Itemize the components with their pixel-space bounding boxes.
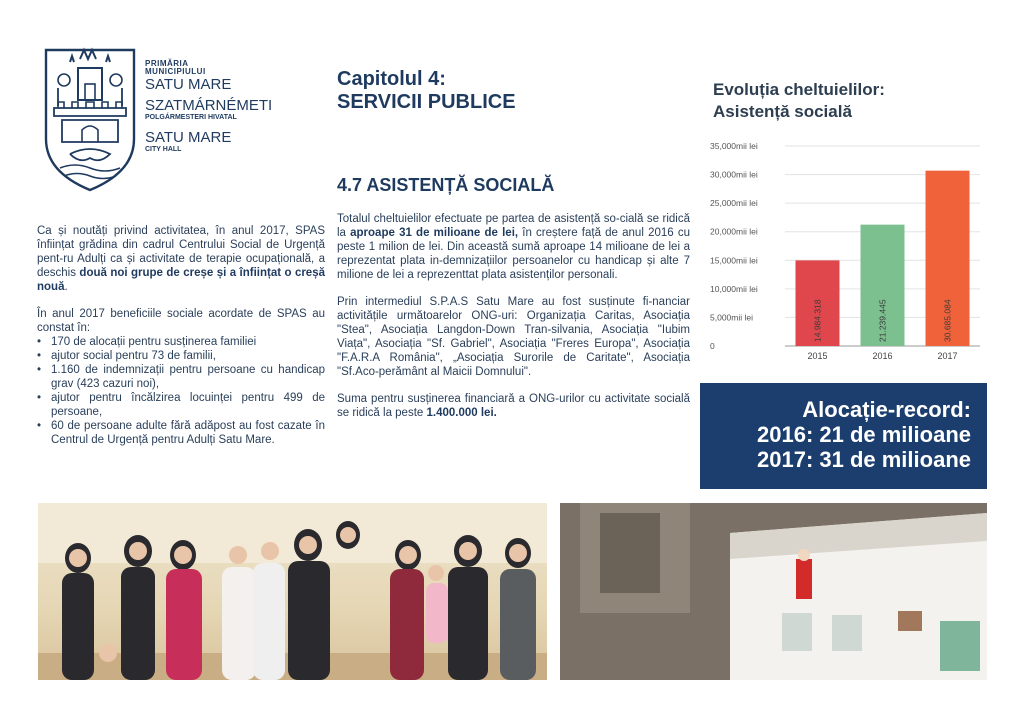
y-tick-label: 5,000mii lei: [710, 312, 753, 323]
logo-satu-mare: SATU MARE: [145, 76, 232, 93]
text-span: Ca și noutăți privind activitatea, în anul 2017, SPAS înființat grădina din cadrul Centrului Social de Urgență pent-ru Adulți ca și activitate de terapie ocupațională, a deschis: [37, 225, 325, 279]
logo-polgarmesteri: POLGÁRMESTERI HIVATAL: [145, 114, 237, 121]
bar-value-label: 21.239.445: [877, 299, 888, 342]
benefits-list: [37, 335, 325, 447]
y-tick-label: 35,000mii lei: [710, 141, 758, 151]
building-photo: [560, 503, 987, 680]
y-tick-label: 25,000mii lei: [710, 198, 758, 209]
record-allowance-box: [700, 383, 987, 489]
y-tick-label: 15,000mii lei: [710, 255, 758, 266]
list-item: • 170 de alocații pentru susținerea familiei: [37, 335, 325, 349]
paragraph-ngo-funding: [337, 392, 690, 420]
chapter-line-2: SERVICII PUBLICE: [337, 91, 516, 113]
logo-municipiului: MUNICIPIULUI: [145, 67, 206, 76]
list-item: • 60 de persoane adulte fără adăpost au fost cazate în Centrul de Urgență pentru Adulți Satu Mare.: [37, 419, 325, 447]
x-tick-label: 2017: [937, 351, 958, 361]
x-tick-label: 2015: [807, 351, 828, 361]
bar-value-label: 14.984.318: [812, 299, 823, 342]
y-tick-label: 10,000mii lei: [710, 283, 758, 294]
list-item: • ajutor pentru încălzirea locuinței pentru 499 de persoane,: [37, 391, 325, 419]
chart-title-line-2: Asistență socială: [713, 102, 852, 121]
highlight-text: aproape 31 de milioane de lei,: [350, 227, 519, 239]
chapter-title: [337, 68, 516, 114]
paragraph-new-activities: [37, 224, 325, 294]
highlight-text: 1.400.000 lei.: [426, 407, 497, 419]
logo-szatmarnemeti: SZATMÁRNÉMETI: [145, 97, 273, 114]
expenses-bar-chart: [700, 136, 990, 366]
record-line-2: 2016: 21 de milioane: [757, 422, 971, 447]
paragraph-total-costs: [337, 212, 690, 282]
logo-city-hall: CITY HALL: [145, 146, 182, 153]
highlight-text: două noi grupe de creșe și a înființat o creșă nouă: [37, 267, 325, 293]
paragraph-benefits-intro: În anul 2017 beneficiile sociale acordate de SPAS au constat în:: [37, 308, 325, 334]
text-span: Suma pentru susținerea financiară a ONG-urilor cu activitate socială se ridică la peste: [337, 393, 690, 419]
x-tick-label: 2016: [872, 351, 893, 361]
text-span: în creștere față de anul 2016 cu peste 1 milion de lei. Din această sumă aproape 14 milioane de lei a reprezentat plata in-demnizațiilor persoanelor cu handicap și alte 7 milione de lei a reprezenttat plata asistenților personali.: [337, 227, 690, 281]
text-span: Totalul cheltuielilor efectuate pe partea de asistență so-cială se ridică la: [337, 213, 690, 239]
list-item: • ajutor social pentru 73 de familii,: [37, 349, 325, 363]
chart-title-line-1: Evoluția cheltuielilor:: [713, 80, 885, 99]
text-column-1: [37, 224, 325, 447]
logo-primaria: PRIMĂRIA: [145, 59, 189, 68]
y-tick-label: 20,000mii lei: [710, 226, 758, 237]
list-item: • 1.160 de indemnizații pentru persoane cu handicap grav (423 cazuri noi),: [37, 363, 325, 391]
record-line-1: Alocație-record:: [802, 397, 971, 422]
chapter-line-1: Capitolul 4:: [337, 68, 446, 90]
chart-title: [713, 79, 885, 123]
bar-value-label: 30.685.084: [942, 299, 953, 342]
record-line-3: 2017: 31 de milioane: [757, 447, 971, 472]
logo-satu-mare-2: SATU MARE: [145, 129, 232, 146]
y-tick-label: 0: [710, 341, 715, 351]
group-photo: [38, 503, 547, 680]
paragraph-ngos: Prin intermediul S.P.A.S Satu Mare au fost susținute fi-nanciar activitățile următoarelor ONG-uri: Organizația Caritas, Asociația "Stea", Asociația Langdon-Down Tran-silvania, Asociația "Iubim Viața", Asociația "Sf. Gabriel", Asociația "Freres Europa", Asociația "F.A.R.A România", „Asociația Surorile de Caritate", Asociația "Sf.Aco-perământ al Maicii Domnului".: [337, 296, 690, 378]
text-span: .: [64, 281, 68, 293]
section-title: 4.7 ASISTENȚĂ SOCIALĂ: [337, 175, 555, 195]
y-tick-label: 30,000mii lei: [710, 169, 758, 180]
text-column-2: [337, 212, 690, 433]
logo-text: [145, 60, 272, 153]
city-coat-of-arms-logo: [40, 44, 140, 194]
